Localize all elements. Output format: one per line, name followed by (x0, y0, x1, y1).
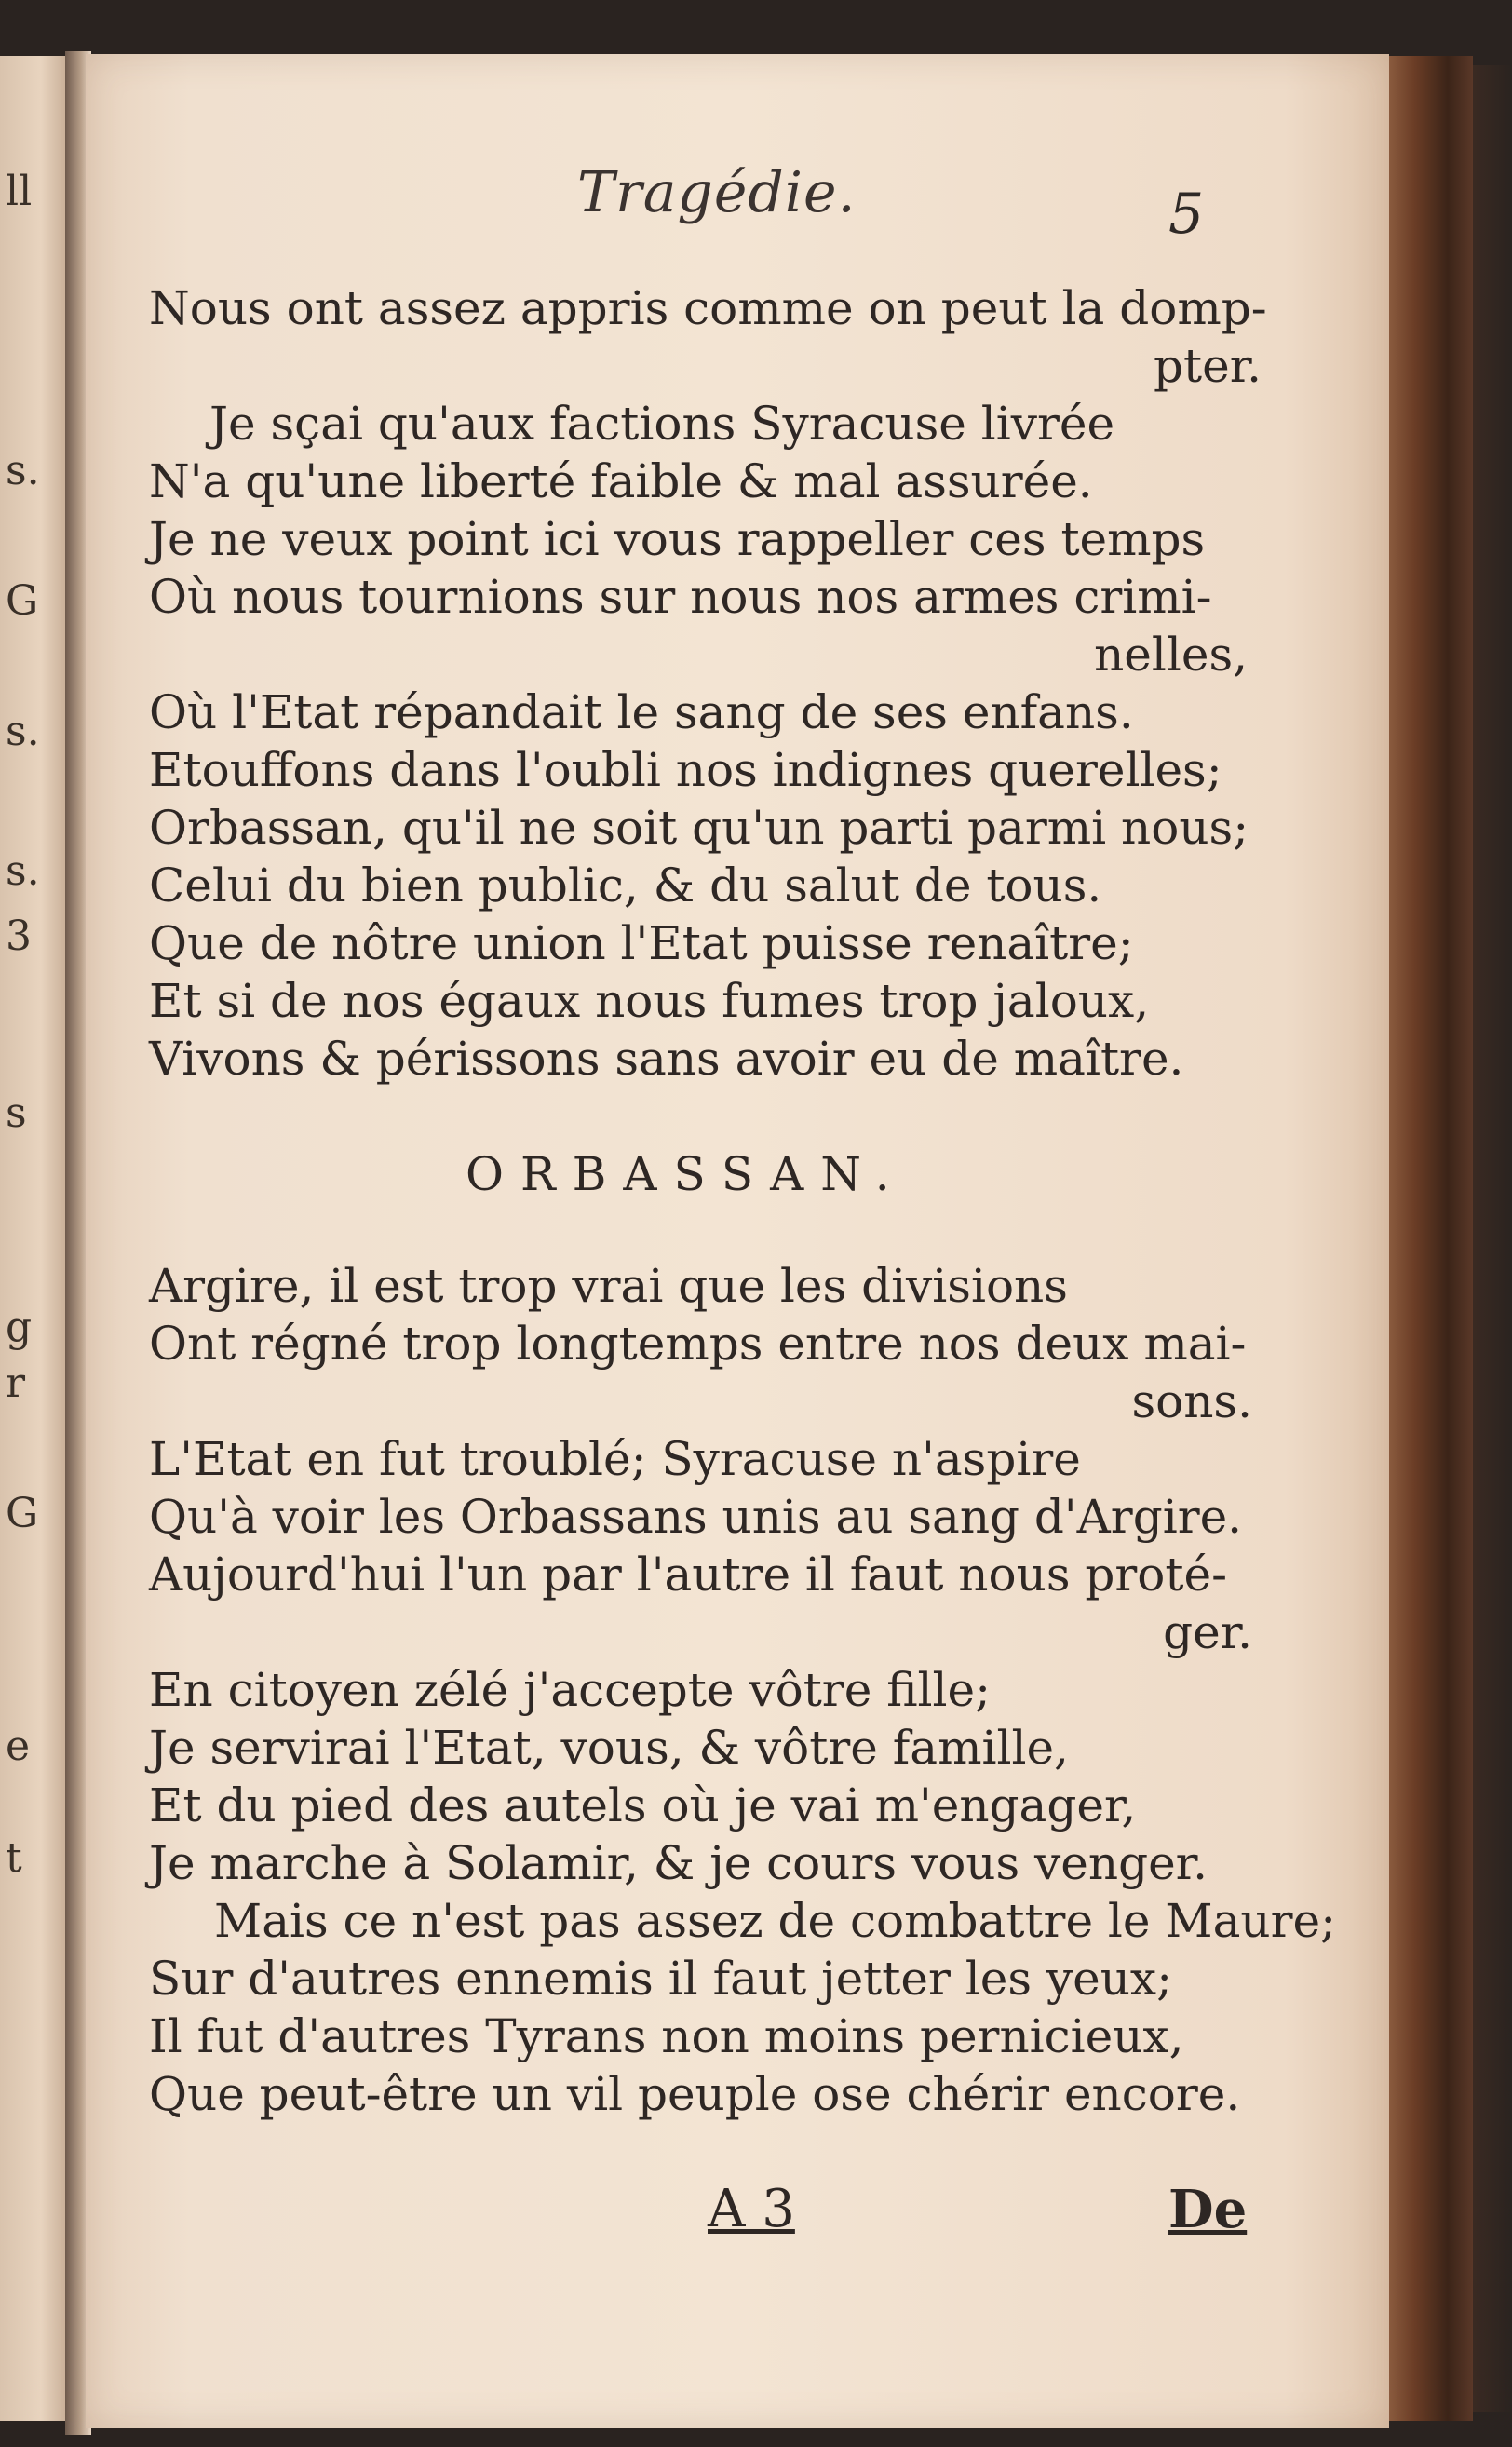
verse-line: Ont régné trop longtemps entre nos deux mai- (149, 1317, 1247, 1371)
verse-line: Sur d'autres ennemis il faut jetter les yeux; (149, 1952, 1172, 2006)
left-page-fragment: r (6, 1359, 26, 1407)
verse-line: Je marche à Solamir, & je cours vous venger. (149, 1836, 1208, 1890)
signature-mark: A 3 (708, 2179, 795, 2239)
verse-line: N'a qu'une liberté faible & mal assurée. (149, 454, 1093, 508)
verse-line: Argire, il est trop vrai que les divisions (149, 1259, 1068, 1313)
verse-line: Je ne veux point ici vous rappeller ces temps (149, 512, 1206, 566)
running-head: Tragédie. (577, 160, 857, 225)
left-page-fragment: s. (6, 447, 40, 494)
book-cover-edge (1389, 56, 1473, 2421)
page-number: 5 (1168, 182, 1205, 247)
catchword: De (1168, 2179, 1248, 2240)
left-page-fragment: G (6, 1490, 39, 1537)
verse-line: En citoyen zélé j'accepte vôtre fille; (149, 1663, 991, 1717)
verse-line: Et si de nos égaux nous fumes trop jaloux, (149, 974, 1150, 1028)
left-page-fragment: s. (6, 708, 40, 755)
verse-line: Où l'Etat répandait le sang de ses enfans. (149, 685, 1134, 739)
left-page-fragment: e (6, 1723, 31, 1770)
verse-line: Je sçai qu'aux factions Syracuse livrée (209, 397, 1115, 451)
verse-line: Je servirai l'Etat, vous, & vôtre famille, (149, 1721, 1069, 1775)
speaker-name: ORBASSAN. (466, 1147, 907, 1201)
verse-line: L'Etat en fut troublé; Syracuse n'aspire (149, 1432, 1081, 1486)
left-page-edge (0, 56, 74, 2421)
verse-line: Qu'à voir les Orbassans unis au sang d'Argire. (149, 1490, 1243, 1544)
verse-line-turnover: ger. (1163, 1605, 1252, 1659)
left-page-fragment: s. (6, 847, 40, 895)
verse-line-turnover: pter. (1154, 339, 1262, 393)
verse-line-turnover: nelles, (1094, 628, 1248, 682)
verse-line-turnover: sons. (1131, 1374, 1252, 1428)
left-page-fragment: 3 (6, 913, 32, 960)
left-page-fragment: g (6, 1304, 33, 1351)
verse-line: Où nous tournions sur nous nos armes crimi- (149, 570, 1212, 624)
verse-line: Que de nôtre union l'Etat puisse renaître; (149, 916, 1134, 970)
left-page-fragment: t (6, 1834, 22, 1882)
verse-line: Que peut-être un vil peuple ose chérir encore. (149, 2067, 1241, 2121)
verse-line: Et du pied des autels où je vai m'engager, (149, 1778, 1137, 1832)
verse-line: Mais ce n'est pas assez de combattre le Maure; (214, 1894, 1336, 1948)
book-cover-shadow (1473, 65, 1512, 2412)
verse-line: Vivons & périssons sans avoir eu de maître. (149, 1032, 1184, 1086)
left-page-fragment: s (6, 1089, 27, 1137)
left-page-fragment: ll (6, 168, 33, 215)
verse-line: Orbassan, qu'il ne soit qu'un parti parmi nous; (149, 801, 1249, 855)
verse-line: Celui du bien public, & du salut de tous. (149, 858, 1102, 913)
verse-line: Il fut d'autres Tyrans non moins pernicieux, (149, 2009, 1184, 2063)
verse-line: Aujourd'hui l'un par l'autre il faut nous proté- (149, 1548, 1227, 1602)
verse-line: Etouffons dans l'oubli nos indignes querelles; (149, 743, 1222, 797)
verse-line: Nous ont assez appris comme on peut la domp- (149, 281, 1267, 335)
left-page-fragment: G (6, 577, 39, 625)
